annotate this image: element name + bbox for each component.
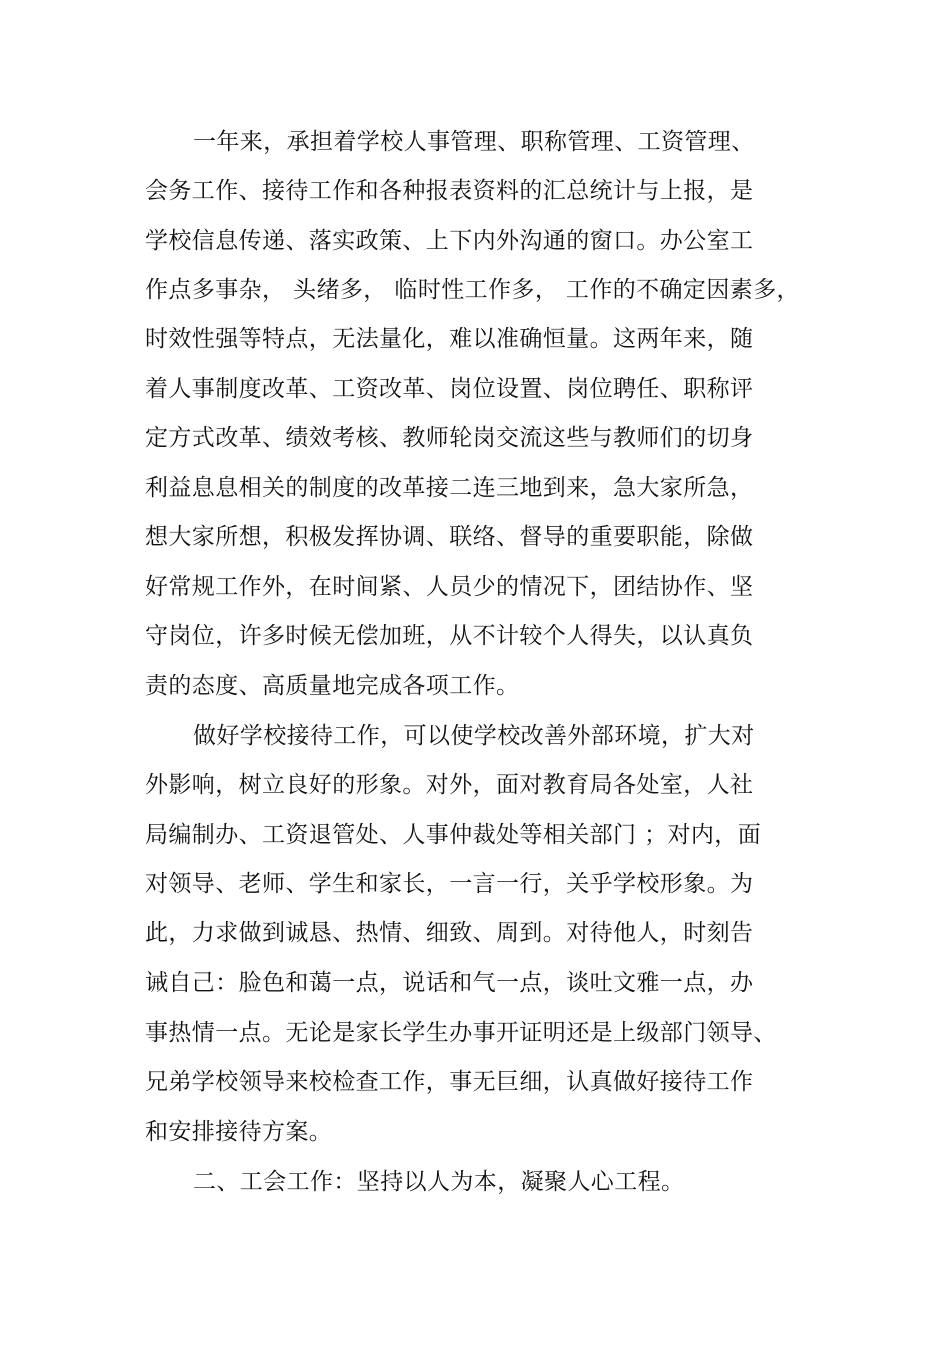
section-heading: 二、工会工作：坚持以人为本，凝聚人心工程。 <box>193 1169 685 1195</box>
paragraph-1-line-12: 责的态度、高质量地完成各项工作。 <box>145 673 520 699</box>
paragraph-2-line-6: 诫自己：脸色和蔼一点，说话和气一点，谈吐文雅一点，办 <box>145 970 754 996</box>
paragraph-2-line-4: 对领导、老师、学生和家长，一言一行，关乎学校形象。为 <box>145 871 754 897</box>
paragraph-1-line-3: 学校信息传递、落实政策、上下内外沟通的窗口。办公室工 <box>145 228 754 254</box>
paragraph-2-line-9: 和安排接待方案。 <box>145 1119 333 1145</box>
paragraph-1-line-8: 利益息息相关的制度的改革接二连三地到来，急大家所急， <box>145 475 754 501</box>
paragraph-2-line-8: 兄弟学校领导来校检查工作，事无巨细，认真做好接待工作 <box>145 1069 754 1095</box>
paragraph-1-line-2: 会务工作、接待工作和各种报表资料的汇总统计与上报，是 <box>145 178 754 204</box>
paragraph-2-line-7: 事热情一点。无论是家长学生办事开证明还是上级部门领导、 <box>145 1020 777 1046</box>
paragraph-1-line-7: 定方式改革、绩效考核、教师轮岗交流这些与教师们的切身 <box>145 425 754 451</box>
paragraph-2-line-5: 此，力求做到诚恳、热情、细致、周到。对待他人，时刻告 <box>145 920 754 946</box>
paragraph-1-line-5: 时效性强等特点，无法量化，难以准确恒量。这两年来，随 <box>145 326 754 352</box>
paragraph-1-line-6: 着人事制度改革、工资改革、岗位设置、岗位聘任、职称评 <box>145 376 754 402</box>
paragraph-2-line-3: 局编制办、工资退管处、人事仲裁处等相关部门 ；对内，面 <box>145 822 762 848</box>
paragraph-2-line-1: 做好学校接待工作，可以使学校改善外部环境，扩大对 <box>193 723 755 749</box>
paragraph-2-line-2: 外影响，树立良好的形象。对外，面对教育局各处室，人社 <box>145 772 754 798</box>
paragraph-1-line-10: 好常规工作外，在时间紧、人员少的情况下，团结协作、坚 <box>145 574 754 600</box>
paragraph-1-line-9: 想大家所想，积极发挥协调、联络、督导的重要职能，除做 <box>145 524 754 550</box>
paragraph-1-line-11: 守岗位，许多时候无偿加班，从不计较个人得失，以认真负 <box>145 623 754 649</box>
paragraph-1-line-1: 一年来，承担着学校人事管理、职称管理、工资管理、 <box>193 129 755 155</box>
paragraph-1-line-4: 作点多事杂， 头绪多， 临时性工作多， 工作的不确定因素多， <box>145 277 800 303</box>
